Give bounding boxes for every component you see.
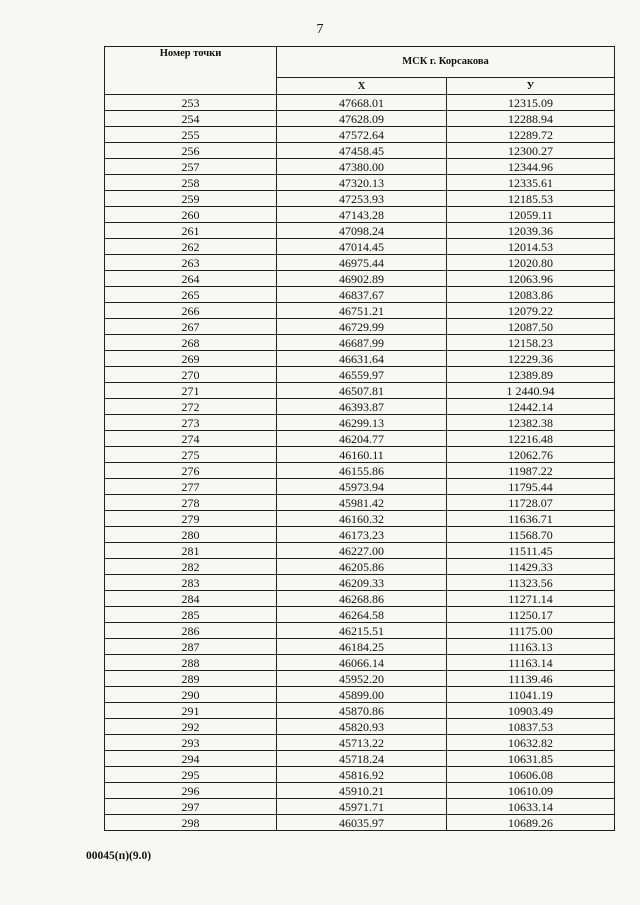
y-coordinate-cell: 12063.96 <box>447 271 615 287</box>
point-number-cell: 276 <box>105 463 277 479</box>
y-coordinate-cell: 11041.19 <box>447 687 615 703</box>
y-coordinate-cell: 11568.70 <box>447 527 615 543</box>
point-number-cell: 279 <box>105 511 277 527</box>
y-coordinate-cell: 10633.14 <box>447 799 615 815</box>
point-number-cell: 281 <box>105 543 277 559</box>
y-coordinate-cell: 12083.86 <box>447 287 615 303</box>
x-coordinate-cell: 46268.86 <box>277 591 447 607</box>
point-number-cell: 291 <box>105 703 277 719</box>
y-coordinate-cell: 11728.07 <box>447 495 615 511</box>
x-coordinate-cell: 45952.20 <box>277 671 447 687</box>
point-number-cell: 294 <box>105 751 277 767</box>
table-row <box>105 575 615 591</box>
x-coordinate-cell: 45816.92 <box>277 767 447 783</box>
table-row <box>105 383 615 399</box>
point-number-cell: 280 <box>105 527 277 543</box>
table-row <box>105 767 615 783</box>
y-coordinate-cell: 12158.23 <box>447 335 615 351</box>
table-row <box>105 175 615 191</box>
table-row <box>105 495 615 511</box>
point-number-cell: 282 <box>105 559 277 575</box>
x-coordinate-cell: 45718.24 <box>277 751 447 767</box>
table-row <box>105 543 615 559</box>
x-coordinate-cell: 46209.33 <box>277 575 447 591</box>
table-row <box>105 687 615 703</box>
y-coordinate-cell: 12079.22 <box>447 303 615 319</box>
point-number-cell: 264 <box>105 271 277 287</box>
y-coordinate-cell: 12059.11 <box>447 207 615 223</box>
x-coordinate-cell: 46393.87 <box>277 399 447 415</box>
y-coordinate-cell: 12442.14 <box>447 399 615 415</box>
point-number-cell: 267 <box>105 319 277 335</box>
x-coordinate-cell: 46035.97 <box>277 815 447 831</box>
table-row <box>105 159 615 175</box>
x-coordinate-cell: 46751.21 <box>277 303 447 319</box>
header-coordinate-system: МСК г. Корсакова <box>277 47 615 78</box>
y-coordinate-cell: 11175.00 <box>447 623 615 639</box>
x-coordinate-cell: 46160.32 <box>277 511 447 527</box>
table-row <box>105 447 615 463</box>
table-row <box>105 783 615 799</box>
y-coordinate-cell: 10837.53 <box>447 719 615 735</box>
point-number-cell: 266 <box>105 303 277 319</box>
x-coordinate-cell: 47458.45 <box>277 143 447 159</box>
table-body <box>105 95 615 831</box>
point-number-cell: 288 <box>105 655 277 671</box>
point-number-cell: 263 <box>105 255 277 271</box>
header-point-number: Номер точки <box>105 47 277 95</box>
table-row <box>105 223 615 239</box>
point-number-cell: 259 <box>105 191 277 207</box>
table-row <box>105 207 615 223</box>
x-coordinate-cell: 47014.45 <box>277 239 447 255</box>
x-coordinate-cell: 47253.93 <box>277 191 447 207</box>
y-coordinate-cell: 1 2440.94 <box>447 383 615 399</box>
x-coordinate-cell: 46184.25 <box>277 639 447 655</box>
point-number-cell: 290 <box>105 687 277 703</box>
y-coordinate-cell: 12315.09 <box>447 95 615 111</box>
point-number-cell: 285 <box>105 607 277 623</box>
x-coordinate-cell: 47668.01 <box>277 95 447 111</box>
table-row <box>105 431 615 447</box>
table-row <box>105 559 615 575</box>
table-row <box>105 255 615 271</box>
table-row <box>105 399 615 415</box>
table-row <box>105 367 615 383</box>
y-coordinate-cell: 11139.46 <box>447 671 615 687</box>
y-coordinate-cell: 12288.94 <box>447 111 615 127</box>
table-row <box>105 511 615 527</box>
point-number-cell: 257 <box>105 159 277 175</box>
table-row <box>105 751 615 767</box>
table-row <box>105 127 615 143</box>
x-coordinate-cell: 47143.28 <box>277 207 447 223</box>
x-coordinate-cell: 46902.89 <box>277 271 447 287</box>
header-x: Х <box>277 78 447 95</box>
x-coordinate-cell: 46173.23 <box>277 527 447 543</box>
y-coordinate-cell: 12039.36 <box>447 223 615 239</box>
x-coordinate-cell: 46687.99 <box>277 335 447 351</box>
y-coordinate-cell: 12389.89 <box>447 367 615 383</box>
y-coordinate-cell: 11795.44 <box>447 479 615 495</box>
y-coordinate-cell: 12087.50 <box>447 319 615 335</box>
x-coordinate-cell: 47320.13 <box>277 175 447 191</box>
x-coordinate-cell: 45910.21 <box>277 783 447 799</box>
x-coordinate-cell: 46227.00 <box>277 543 447 559</box>
table-row <box>105 239 615 255</box>
table-row <box>105 287 615 303</box>
x-coordinate-cell: 46559.97 <box>277 367 447 383</box>
point-number-cell: 271 <box>105 383 277 399</box>
point-number-cell: 296 <box>105 783 277 799</box>
table-row <box>105 719 615 735</box>
table-row <box>105 623 615 639</box>
table-row <box>105 655 615 671</box>
point-number-cell: 253 <box>105 95 277 111</box>
table-row <box>105 639 615 655</box>
x-coordinate-cell: 46066.14 <box>277 655 447 671</box>
y-coordinate-cell: 11163.14 <box>447 655 615 671</box>
y-coordinate-cell: 11636.71 <box>447 511 615 527</box>
y-coordinate-cell: 12344.96 <box>447 159 615 175</box>
table-row <box>105 191 615 207</box>
table-row <box>105 143 615 159</box>
point-number-cell: 265 <box>105 287 277 303</box>
point-number-cell: 268 <box>105 335 277 351</box>
table-row <box>105 463 615 479</box>
table-row <box>105 415 615 431</box>
table-row <box>105 815 615 831</box>
y-coordinate-cell: 12185.53 <box>447 191 615 207</box>
x-coordinate-cell: 46205.86 <box>277 559 447 575</box>
table-row <box>105 479 615 495</box>
point-number-cell: 258 <box>105 175 277 191</box>
x-coordinate-cell: 47380.00 <box>277 159 447 175</box>
point-number-cell: 262 <box>105 239 277 255</box>
y-coordinate-cell: 12300.27 <box>447 143 615 159</box>
x-coordinate-cell: 46204.77 <box>277 431 447 447</box>
point-number-cell: 261 <box>105 223 277 239</box>
x-coordinate-cell: 46507.81 <box>277 383 447 399</box>
y-coordinate-cell: 12062.76 <box>447 447 615 463</box>
point-number-cell: 277 <box>105 479 277 495</box>
x-coordinate-cell: 47628.09 <box>277 111 447 127</box>
point-number-cell: 260 <box>105 207 277 223</box>
table-row <box>105 319 615 335</box>
table-row <box>105 799 615 815</box>
table-row <box>105 111 615 127</box>
point-number-cell: 270 <box>105 367 277 383</box>
point-number-cell: 275 <box>105 447 277 463</box>
y-coordinate-cell: 11323.56 <box>447 575 615 591</box>
x-coordinate-cell: 45973.94 <box>277 479 447 495</box>
table-row <box>105 335 615 351</box>
point-number-cell: 298 <box>105 815 277 831</box>
header-y: У <box>447 78 615 95</box>
y-coordinate-cell: 12216.48 <box>447 431 615 447</box>
table-row <box>105 703 615 719</box>
x-coordinate-cell: 46729.99 <box>277 319 447 335</box>
point-number-cell: 254 <box>105 111 277 127</box>
y-coordinate-cell: 11250.17 <box>447 607 615 623</box>
point-number-cell: 273 <box>105 415 277 431</box>
point-number-cell: 297 <box>105 799 277 815</box>
point-number-cell: 256 <box>105 143 277 159</box>
y-coordinate-cell: 12229.36 <box>447 351 615 367</box>
y-coordinate-cell: 12289.72 <box>447 127 615 143</box>
y-coordinate-cell: 10632.82 <box>447 735 615 751</box>
x-coordinate-cell: 45820.93 <box>277 719 447 735</box>
y-coordinate-cell: 11987.22 <box>447 463 615 479</box>
y-coordinate-cell: 11429.33 <box>447 559 615 575</box>
point-number-cell: 272 <box>105 399 277 415</box>
page-number: 7 <box>316 22 324 37</box>
x-coordinate-cell: 46631.64 <box>277 351 447 367</box>
x-coordinate-cell: 46975.44 <box>277 255 447 271</box>
y-coordinate-cell: 10903.49 <box>447 703 615 719</box>
table-row <box>105 735 615 751</box>
document-code: 00045(п)(9.0) <box>86 850 152 862</box>
table-row <box>105 271 615 287</box>
x-coordinate-cell: 46264.58 <box>277 607 447 623</box>
table-row <box>105 303 615 319</box>
y-coordinate-cell: 11511.45 <box>447 543 615 559</box>
x-coordinate-cell: 45971.71 <box>277 799 447 815</box>
y-coordinate-cell: 12020.80 <box>447 255 615 271</box>
y-coordinate-cell: 12382.38 <box>447 415 615 431</box>
point-number-cell: 269 <box>105 351 277 367</box>
point-number-cell: 287 <box>105 639 277 655</box>
point-number-cell: 293 <box>105 735 277 751</box>
table-row <box>105 527 615 543</box>
y-coordinate-cell: 12014.53 <box>447 239 615 255</box>
point-number-cell: 289 <box>105 671 277 687</box>
x-coordinate-cell: 46215.51 <box>277 623 447 639</box>
coordinates-table <box>104 46 615 831</box>
y-coordinate-cell: 10606.08 <box>447 767 615 783</box>
y-coordinate-cell: 10631.85 <box>447 751 615 767</box>
x-coordinate-cell: 46160.11 <box>277 447 447 463</box>
point-number-cell: 278 <box>105 495 277 511</box>
point-number-cell: 283 <box>105 575 277 591</box>
x-coordinate-cell: 45899.00 <box>277 687 447 703</box>
table-row <box>105 591 615 607</box>
x-coordinate-cell: 47572.64 <box>277 127 447 143</box>
y-coordinate-cell: 10610.09 <box>447 783 615 799</box>
point-number-cell: 284 <box>105 591 277 607</box>
y-coordinate-cell: 11271.14 <box>447 591 615 607</box>
table-row <box>105 607 615 623</box>
point-number-cell: 292 <box>105 719 277 735</box>
x-coordinate-cell: 46299.13 <box>277 415 447 431</box>
x-coordinate-cell: 46837.67 <box>277 287 447 303</box>
x-coordinate-cell: 45870.86 <box>277 703 447 719</box>
y-coordinate-cell: 11163.13 <box>447 639 615 655</box>
x-coordinate-cell: 46155.86 <box>277 463 447 479</box>
x-coordinate-cell: 45713.22 <box>277 735 447 751</box>
table-row <box>105 95 615 111</box>
x-coordinate-cell: 45981.42 <box>277 495 447 511</box>
point-number-cell: 286 <box>105 623 277 639</box>
table-row <box>105 671 615 687</box>
y-coordinate-cell: 12335.61 <box>447 175 615 191</box>
x-coordinate-cell: 47098.24 <box>277 223 447 239</box>
point-number-cell: 295 <box>105 767 277 783</box>
table-row <box>105 351 615 367</box>
y-coordinate-cell: 10689.26 <box>447 815 615 831</box>
point-number-cell: 255 <box>105 127 277 143</box>
point-number-cell: 274 <box>105 431 277 447</box>
